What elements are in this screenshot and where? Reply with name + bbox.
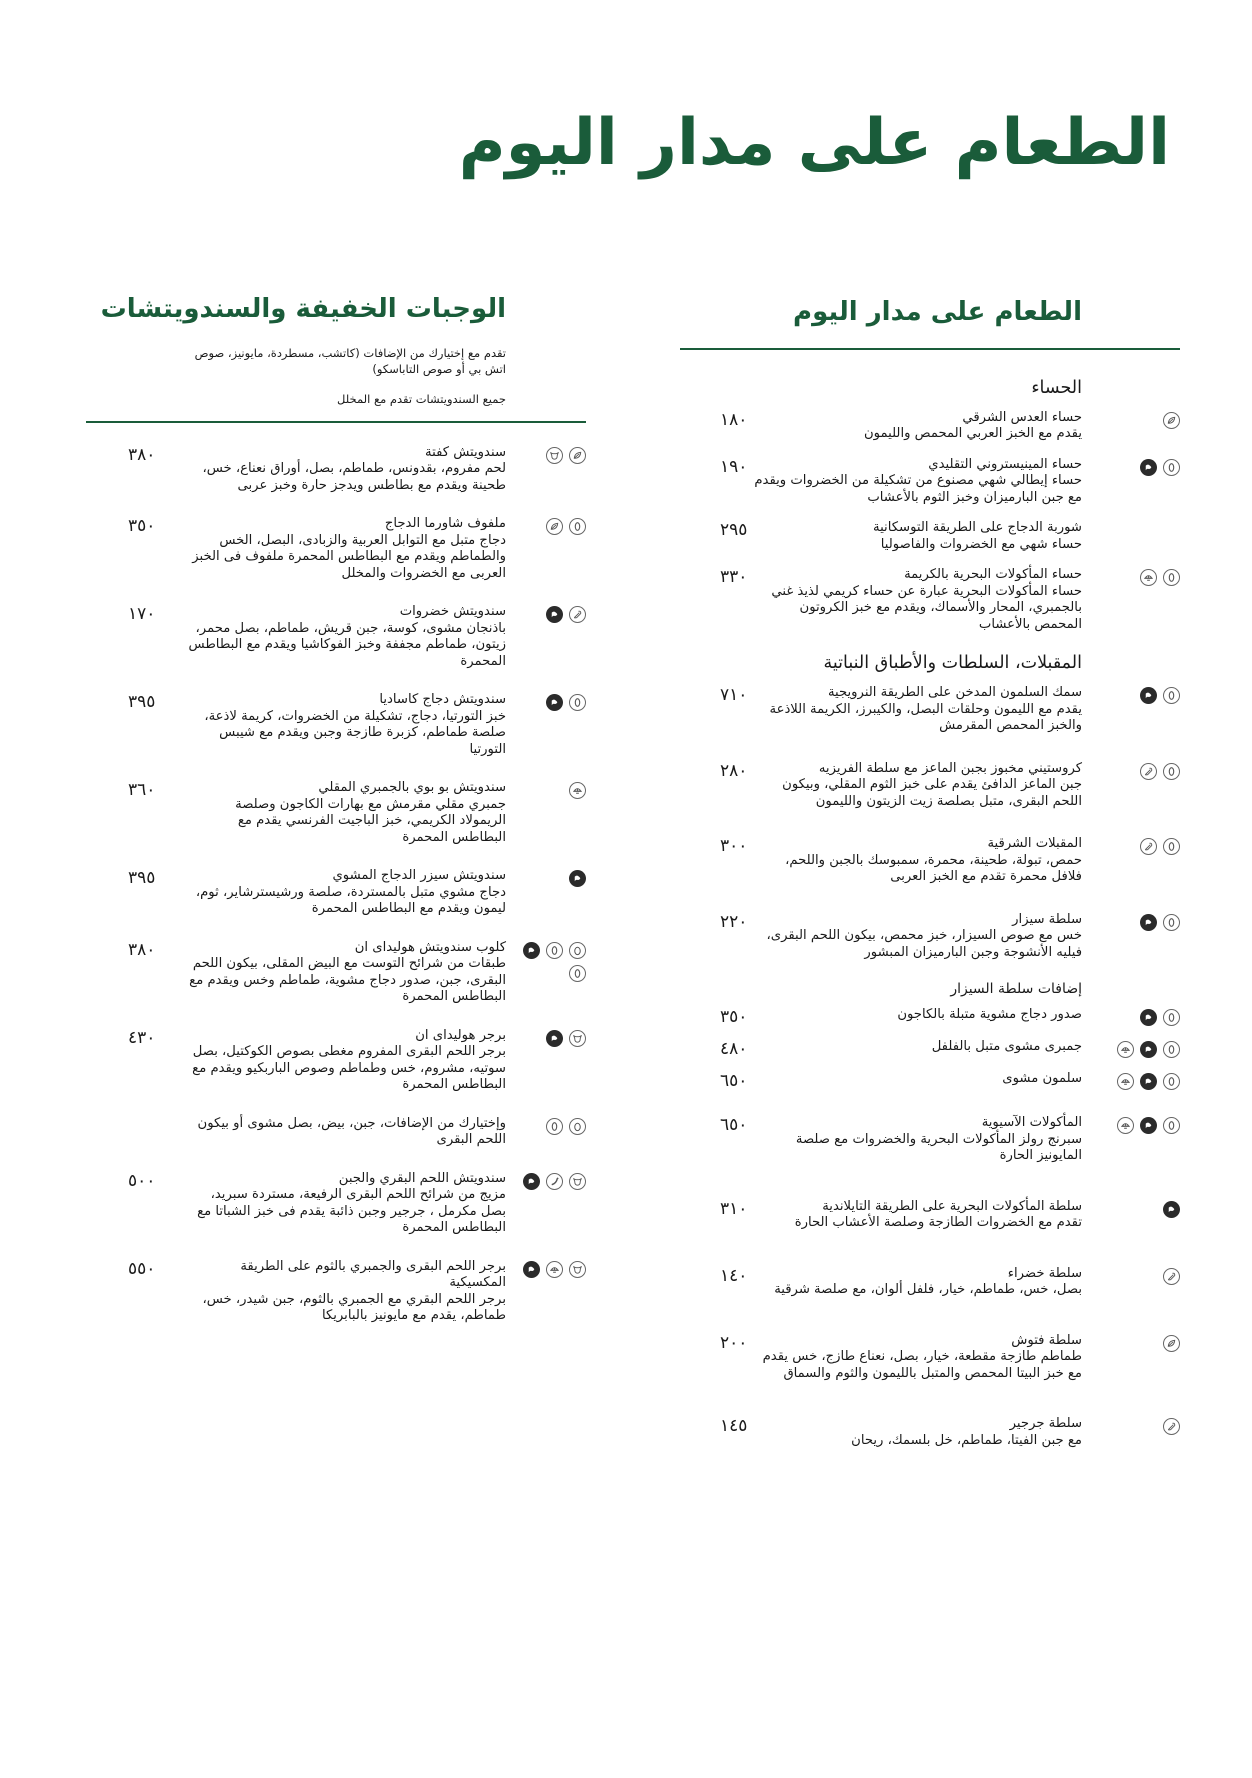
gluten-icon (1163, 459, 1180, 476)
gluten-icon (1163, 687, 1180, 704)
menu-item-text (752, 761, 1082, 811)
menu-item (680, 410, 1180, 443)
menu-item-text (752, 1199, 1082, 1232)
dietary-icons (1102, 1268, 1180, 1285)
beef-icon (546, 447, 563, 464)
menu-item-text (186, 868, 506, 918)
menu-item-price: ٤٣٠ (128, 1027, 156, 1048)
gluten-icon (1163, 1073, 1180, 1090)
section-heading: الحساء (1031, 377, 1082, 398)
menu-item-name: حساء العدس الشرقي (962, 409, 1082, 425)
menu-item-text (186, 1116, 506, 1149)
dietary-icons (508, 870, 586, 887)
intro-pickles-note: جميع السندويتشات تقدم مع المخلل (337, 391, 506, 406)
menu-item (86, 516, 586, 582)
menu-item-name: صدور دجاج مشوية متبلة بالكاجون (897, 1007, 1082, 1023)
right-column (680, 296, 1180, 1449)
menu-item (86, 1028, 586, 1094)
dietary-icons (1102, 1117, 1180, 1134)
left-column (86, 293, 586, 1325)
menu-item-name: ملفوف شاورما الدجاج (384, 516, 506, 532)
menu-item (680, 1416, 1180, 1449)
menu-item-description: يقدم مع الخبز العربي المحمص والليمون (863, 426, 1082, 442)
gluten-icon (546, 942, 563, 959)
dietary-icons (508, 1030, 586, 1047)
menu-item-description: مزيج من شرائح اللحم البقرى الرفيعة، مستردة سبريد، بصل مكرمل ، جرجير وجبن ذائبة يقدم فى خبز الشباتا مع البطاطس المحمرة (197, 1187, 506, 1236)
menu-item (86, 780, 586, 846)
menu-item-description: برجر اللحم البقرى المفروم مغطى بصوص الكوكتيل، بصل سوتيه، مشروم، خس وطماطم وصوص الباربكيو ويقدم مع البطاطس المحمرة (192, 1044, 506, 1093)
menu-item-text (752, 410, 1082, 443)
beef-icon (569, 1261, 586, 1278)
gluten-icon (1163, 1041, 1180, 1058)
globe-icon (523, 1261, 540, 1278)
right-column-title: الطعام على مدار اليوم (793, 297, 1082, 327)
menu-item (680, 912, 1180, 962)
menu-item-description: برجر اللحم البقري مع الجمبري بالثوم، جبن شيدر، خس، طماطم، يقدم مع مايونيز بالبابريكا (202, 1291, 506, 1324)
menu-item (680, 1199, 1180, 1232)
menu-item-text (752, 1416, 1082, 1449)
menu-item-text (752, 836, 1082, 886)
menu-item-name: سلطة سيزار (1012, 911, 1082, 927)
vegetarian-icon (1163, 1268, 1180, 1285)
dietary-icons (1102, 569, 1180, 586)
menu-item-description: خس مع صوص السيزار، خبز محمص، بيكون اللحم البقرى، فيليه الأنشوجة وجبن البارميزان المبشور (766, 928, 1082, 960)
menu-item-description: حساء المأكولات البحرية عبارة عن حساء كريمي لذيذ غني بالجمبري، المحار والأسماك، ويقدم مع خبز الكروتون المحمص بالأعشاب (771, 583, 1082, 632)
menu-item-description: جبن الماعز الدافئ يقدم على خبز الثوم المقلي، وبيكون اللحم البقرى، متبل بصلصة زيت الزيتون والليمون (782, 777, 1082, 809)
dietary-icons (1102, 1073, 1180, 1090)
menu-item-description: جمبري مقلي مقرمش مع بهارات الكاجون وصلصة الريمولاد الكريمي، خبز الباجيت الفرنسي يقدم مع البطاطس المحمرة (235, 796, 506, 845)
menu-item-name: سلطة المأكولات البحرية على الطريقة التايلاندية (822, 1198, 1082, 1214)
menu-item (86, 1259, 586, 1325)
shellfish-icon (569, 782, 586, 799)
menu-item-text (186, 516, 506, 582)
menu-item-price: ٣٩٥ (128, 868, 156, 889)
dietary-icons (508, 1261, 586, 1278)
globe-icon (546, 606, 563, 623)
menu-item-price: ٢٢٠ (720, 911, 748, 932)
menu-item-description: دجاج متبل مع التوابل العربية والزبادى، البصل، الخس والطماطم ويقدم مع البطاطس المحمرة ملفوف فى الخبز العربى مع الخضروات والمخلل (192, 532, 506, 581)
menu-item (86, 604, 586, 670)
menu-item-text (752, 1115, 1082, 1165)
dietary-icons (508, 1118, 586, 1135)
menu-item-name: كلوب سندويتش هوليداى ان (354, 939, 506, 955)
menu-item-name: سندويتش سيزر الدجاج المشوي (332, 868, 506, 884)
menu-item-name: المقبلات الشرقية (987, 836, 1082, 852)
menu-item-price: ٢٩٥ (720, 520, 748, 541)
dietary-icons (1102, 412, 1180, 429)
dietary-icons (1102, 763, 1180, 780)
menu-item-text (752, 520, 1082, 553)
gluten-icon (1163, 763, 1180, 780)
vegetarian-icon (1163, 1418, 1180, 1435)
menu-item (680, 567, 1180, 633)
menu-item-text (186, 940, 506, 1006)
gluten-icon (1163, 1009, 1180, 1026)
menu-item-text (752, 457, 1082, 507)
menu-item-price: ٣١٠ (720, 1198, 748, 1219)
menu-item-price: ٣٥٠ (720, 1007, 748, 1028)
dietary-icons (1102, 1041, 1180, 1058)
gluten-icon (1163, 1117, 1180, 1134)
menu-item-price: ٥٥٠ (128, 1258, 156, 1279)
egg-icon (569, 1118, 586, 1135)
menu-item-description: مع جبن الفيتا، طماطم، خل بلسمك، ريحان (851, 1432, 1082, 1448)
vegetarian-icon (1140, 763, 1157, 780)
menu-item-name: حساء المينيستروني التقليدي (928, 456, 1082, 472)
menu-item-description: تقدم مع الخضروات الطازجة وصلصة الأعشاب الحارة (794, 1215, 1082, 1231)
menu-item-price: ٥٠٠ (128, 1170, 156, 1191)
gluten-icon (1163, 914, 1180, 931)
menu-item-text (186, 445, 506, 495)
menu-item-name: سمك السلمون المدخن على الطريقة النرويجية (827, 685, 1082, 701)
menu-item (86, 692, 586, 758)
menu-item-name: سندويتش خضروات (399, 604, 506, 620)
menu-item-price: ٧١٠ (720, 685, 748, 706)
dietary-icons (1102, 1418, 1180, 1435)
globe-icon (523, 1173, 540, 1190)
globe-icon (1140, 687, 1157, 704)
shellfish-icon (1117, 1117, 1134, 1134)
gluten-icon (569, 965, 586, 982)
vegetarian-icon (569, 606, 586, 623)
menu-item (680, 1007, 1180, 1027)
dietary-icons (1102, 687, 1180, 704)
menu-item-name: سندويتش اللحم البقري والجبن (338, 1170, 506, 1186)
gluten-icon (1163, 569, 1180, 586)
menu-item-text (752, 1039, 1082, 1056)
egg-icon (569, 942, 586, 959)
menu-item (680, 1115, 1180, 1165)
menu-item-price: ٣٥٠ (128, 516, 156, 537)
menu-item-text (752, 1007, 1082, 1024)
dietary-icons (508, 447, 586, 464)
menu-item-price: ١٨٠ (720, 409, 748, 430)
menu-item-description: لحم مفروم، بقدونس، طماطم، بصل، أوراق نعناع، خس، طحينة ويقدم مع بطاطس ويدجز حارة وخبز عربى (202, 461, 506, 493)
menu-item-price: ٣٩٥ (128, 692, 156, 713)
menu-item-text (186, 604, 506, 670)
menu-item-text (752, 685, 1082, 735)
menu-item-price: ٣٨٠ (128, 444, 156, 465)
menu-item-name: سلمون مشوى (1002, 1071, 1082, 1087)
menu-item-price: ٣٦٠ (128, 780, 156, 801)
chili-icon (546, 1173, 563, 1190)
menu-item-text (186, 1028, 506, 1094)
menu-item-price: ١٤٠ (720, 1265, 748, 1286)
menu-item-name: برجر هوليداى ان (415, 1027, 506, 1043)
menu-item-text (752, 567, 1082, 633)
menu-item (680, 1266, 1180, 1299)
menu-item-text (186, 1259, 506, 1325)
intro-sauces-note: تقدم مع إختيارك من الإضافات (كاتشب، مسطردة، مايونيز، صوص اتش بي أو صوص التاباسكو) (194, 345, 506, 376)
section-heading: المقبلات، السلطات والأطباق النباتية (823, 653, 1082, 674)
menu-item (680, 1039, 1180, 1059)
vegan-icon (1163, 1335, 1180, 1352)
left-column-title: الوجبات الخفيفة والسندويتشات (100, 294, 506, 324)
dietary-icons (508, 1173, 586, 1190)
vegetarian-icon (1140, 838, 1157, 855)
globe-icon (1140, 1117, 1157, 1134)
vegan-icon (546, 518, 563, 535)
dietary-icons (508, 694, 586, 711)
dietary-icons (1102, 838, 1180, 855)
menu-item-name: سلطة خضراء (1007, 1265, 1082, 1281)
globe-icon (1163, 1201, 1180, 1218)
menu-item-name: سندويتش دجاج كاساديا (379, 692, 506, 708)
menu-item-price: ٣٠٠ (720, 836, 748, 857)
dietary-icons (508, 518, 586, 535)
vegan-icon (1163, 412, 1180, 429)
menu-item-text (186, 780, 506, 846)
menu-item-price: ٣٨٠ (128, 939, 156, 960)
menu-item-price: ١٧٠ (128, 604, 156, 625)
dietary-icons (1102, 1335, 1180, 1352)
menu-item-description: حساء شهي مع الخضروات والفاصوليا (880, 536, 1082, 552)
menu-item-text (752, 912, 1082, 962)
menu-item-price: ٦٥٠ (720, 1115, 748, 1136)
dietary-icons (1102, 914, 1180, 931)
dietary-icons (1102, 459, 1180, 476)
menu-item (680, 836, 1180, 886)
left-column-intro (176, 345, 506, 407)
menu-item-price: ١٤٥ (720, 1416, 748, 1437)
menu-item-description: بصل، خس، طماطم، خيار، فلفل ألوان، مع صلصة شرقية (774, 1282, 1082, 1298)
menu-item-description: سبرنج رولز المأكولات البحرية والخضروات مع صلصة المايونيز الحارة (795, 1131, 1082, 1164)
globe-icon (1140, 1009, 1157, 1026)
menu-item (680, 1333, 1180, 1383)
dietary-icons (1102, 1201, 1180, 1218)
globe-icon (1140, 1041, 1157, 1058)
beef-icon (569, 1173, 586, 1190)
menu-item-name: شوربة الدجاج على الطريقة التوسكانية (873, 520, 1082, 536)
globe-icon (569, 870, 586, 887)
menu-item-price: ٢٨٠ (720, 760, 748, 781)
menu-item-description: دجاج مشوي متبل بالمستردة، صلصة ورشيسترشاير، ثوم، ليمون ويقدم مع البطاطس المحمرة (195, 884, 506, 917)
menu-item-description: باذنجان مشوى، كوسة، جبن قريش، طماطم، بصل محمر، زيتون، طماطم مجففة وخبز الفوكاشيا ويقدم مع البطاطس المحمرة (188, 620, 506, 669)
gluten-icon (569, 694, 586, 711)
additions-heading: إضافات سلطة السيزار (950, 981, 1082, 998)
menu-item-name: وإختيارك من الإضافات، جبن، بيض، بصل مشوى أو بيكون اللحم البقرى (197, 1115, 506, 1148)
menu-item (680, 1071, 1180, 1091)
menu-item (86, 445, 586, 495)
menu-item (86, 868, 586, 918)
dietary-icons (508, 606, 586, 623)
right-column-divider (680, 348, 1180, 350)
menu-item (680, 685, 1180, 735)
menu-item-description: حساء إيطالي شهي مصنوع من تشكيلة من الخضروات ويقدم مع جبن البارميزان وخبز الثوم بالأعشاب (754, 473, 1082, 505)
menu-item-text (752, 1071, 1082, 1088)
globe-icon (523, 942, 540, 959)
menu-item-name: حساء المأكولات البحرية بالكريمة (904, 567, 1082, 583)
menu-item (680, 457, 1180, 507)
menu-item-name: المأكولات الآسيوية (981, 1115, 1082, 1131)
left-column-content (86, 445, 586, 1325)
menu-item-price: ٤٨٠ (720, 1039, 748, 1060)
dietary-icons (508, 782, 586, 799)
menu-item-description: يقدم مع الليمون وحلقات البصل، والكيبرز، الكريمة اللاذعة والخبز المحمص المقرمش (769, 701, 1082, 734)
globe-icon (1140, 459, 1157, 476)
menu-item-description: طبقات من شرائح التوست مع البيض المقلى، بيكون اللحم البقرى، جبن، صدور دجاج مشوية، طماطم وخس ويقدم مع البطاطس المحمرة (189, 956, 506, 1005)
menu-item (680, 761, 1180, 811)
menu-item-description: حمص، تبولة، طحينة، محمرة، سمبوسك بالجبن واللحم، فلافل محمرة تقدم مع الخبز العربى (785, 852, 1082, 885)
menu-item-name: جمبرى مشوى متبل بالفلفل (931, 1039, 1082, 1055)
globe-icon (546, 1030, 563, 1047)
menu-item-price: ٢٠٠ (720, 1332, 748, 1353)
shellfish-icon (546, 1261, 563, 1278)
gluten-icon (1163, 838, 1180, 855)
menu-item-text (186, 692, 506, 758)
menu-item-text (752, 1266, 1082, 1299)
shellfish-icon (1117, 1073, 1134, 1090)
gluten-icon (546, 1118, 563, 1135)
menu-item-price: ١٩٠ (720, 456, 748, 477)
shellfish-icon (1140, 569, 1157, 586)
globe-icon (1140, 914, 1157, 931)
menu-item-price: ٦٥٠ (720, 1071, 748, 1092)
menu-item-name: سندويتش بو بوي بالجمبري المقلي (318, 780, 506, 796)
beef-icon (569, 1030, 586, 1047)
page-title: الطعام على مدار اليوم (458, 106, 1170, 180)
globe-icon (546, 694, 563, 711)
dietary-icons (1102, 1009, 1180, 1026)
menu-item-name: برجر اللحم البقرى والجمبري بالثوم على الطريقة المكسيكية (240, 1258, 506, 1291)
left-column-divider (86, 421, 586, 423)
menu-item-name: سلطة جرجير (1009, 1416, 1082, 1432)
menu-item-description: طماطم طازجة مقطعة، خيار، بصل، نعناع طازج، خس يقدم مع خبز البيتا المحمص والمتبل بالليمون والثوم والسماق (762, 1349, 1082, 1381)
menu-item-text (752, 1333, 1082, 1383)
right-column-content (680, 376, 1180, 1450)
menu-item (86, 940, 586, 1006)
menu-item-name: سلطة فتوش (1011, 1332, 1082, 1348)
menu-item-description: خبز التورتيا، دجاج، تشكيلة من الخضروات، كريمة لاذعة، صلصة طماطم، كزبرة طازجة وجبن ويقدم مع شيبس التورتيا (204, 708, 506, 757)
shellfish-icon (1117, 1041, 1134, 1058)
globe-icon (1140, 1073, 1157, 1090)
vegan-icon (569, 447, 586, 464)
menu-item-name: سندويتش كفتة (425, 444, 506, 460)
dietary-icons (508, 942, 586, 982)
menu-item-name: كروستيني مخبوز بجبن الماعز مع سلطة الفريزيه (818, 760, 1082, 776)
menu-item-text (186, 1171, 506, 1237)
menu-item (680, 520, 1180, 553)
menu-item (86, 1116, 586, 1149)
menu-item (86, 1171, 586, 1237)
gluten-icon (569, 518, 586, 535)
menu-item-price: ٣٣٠ (720, 567, 748, 588)
